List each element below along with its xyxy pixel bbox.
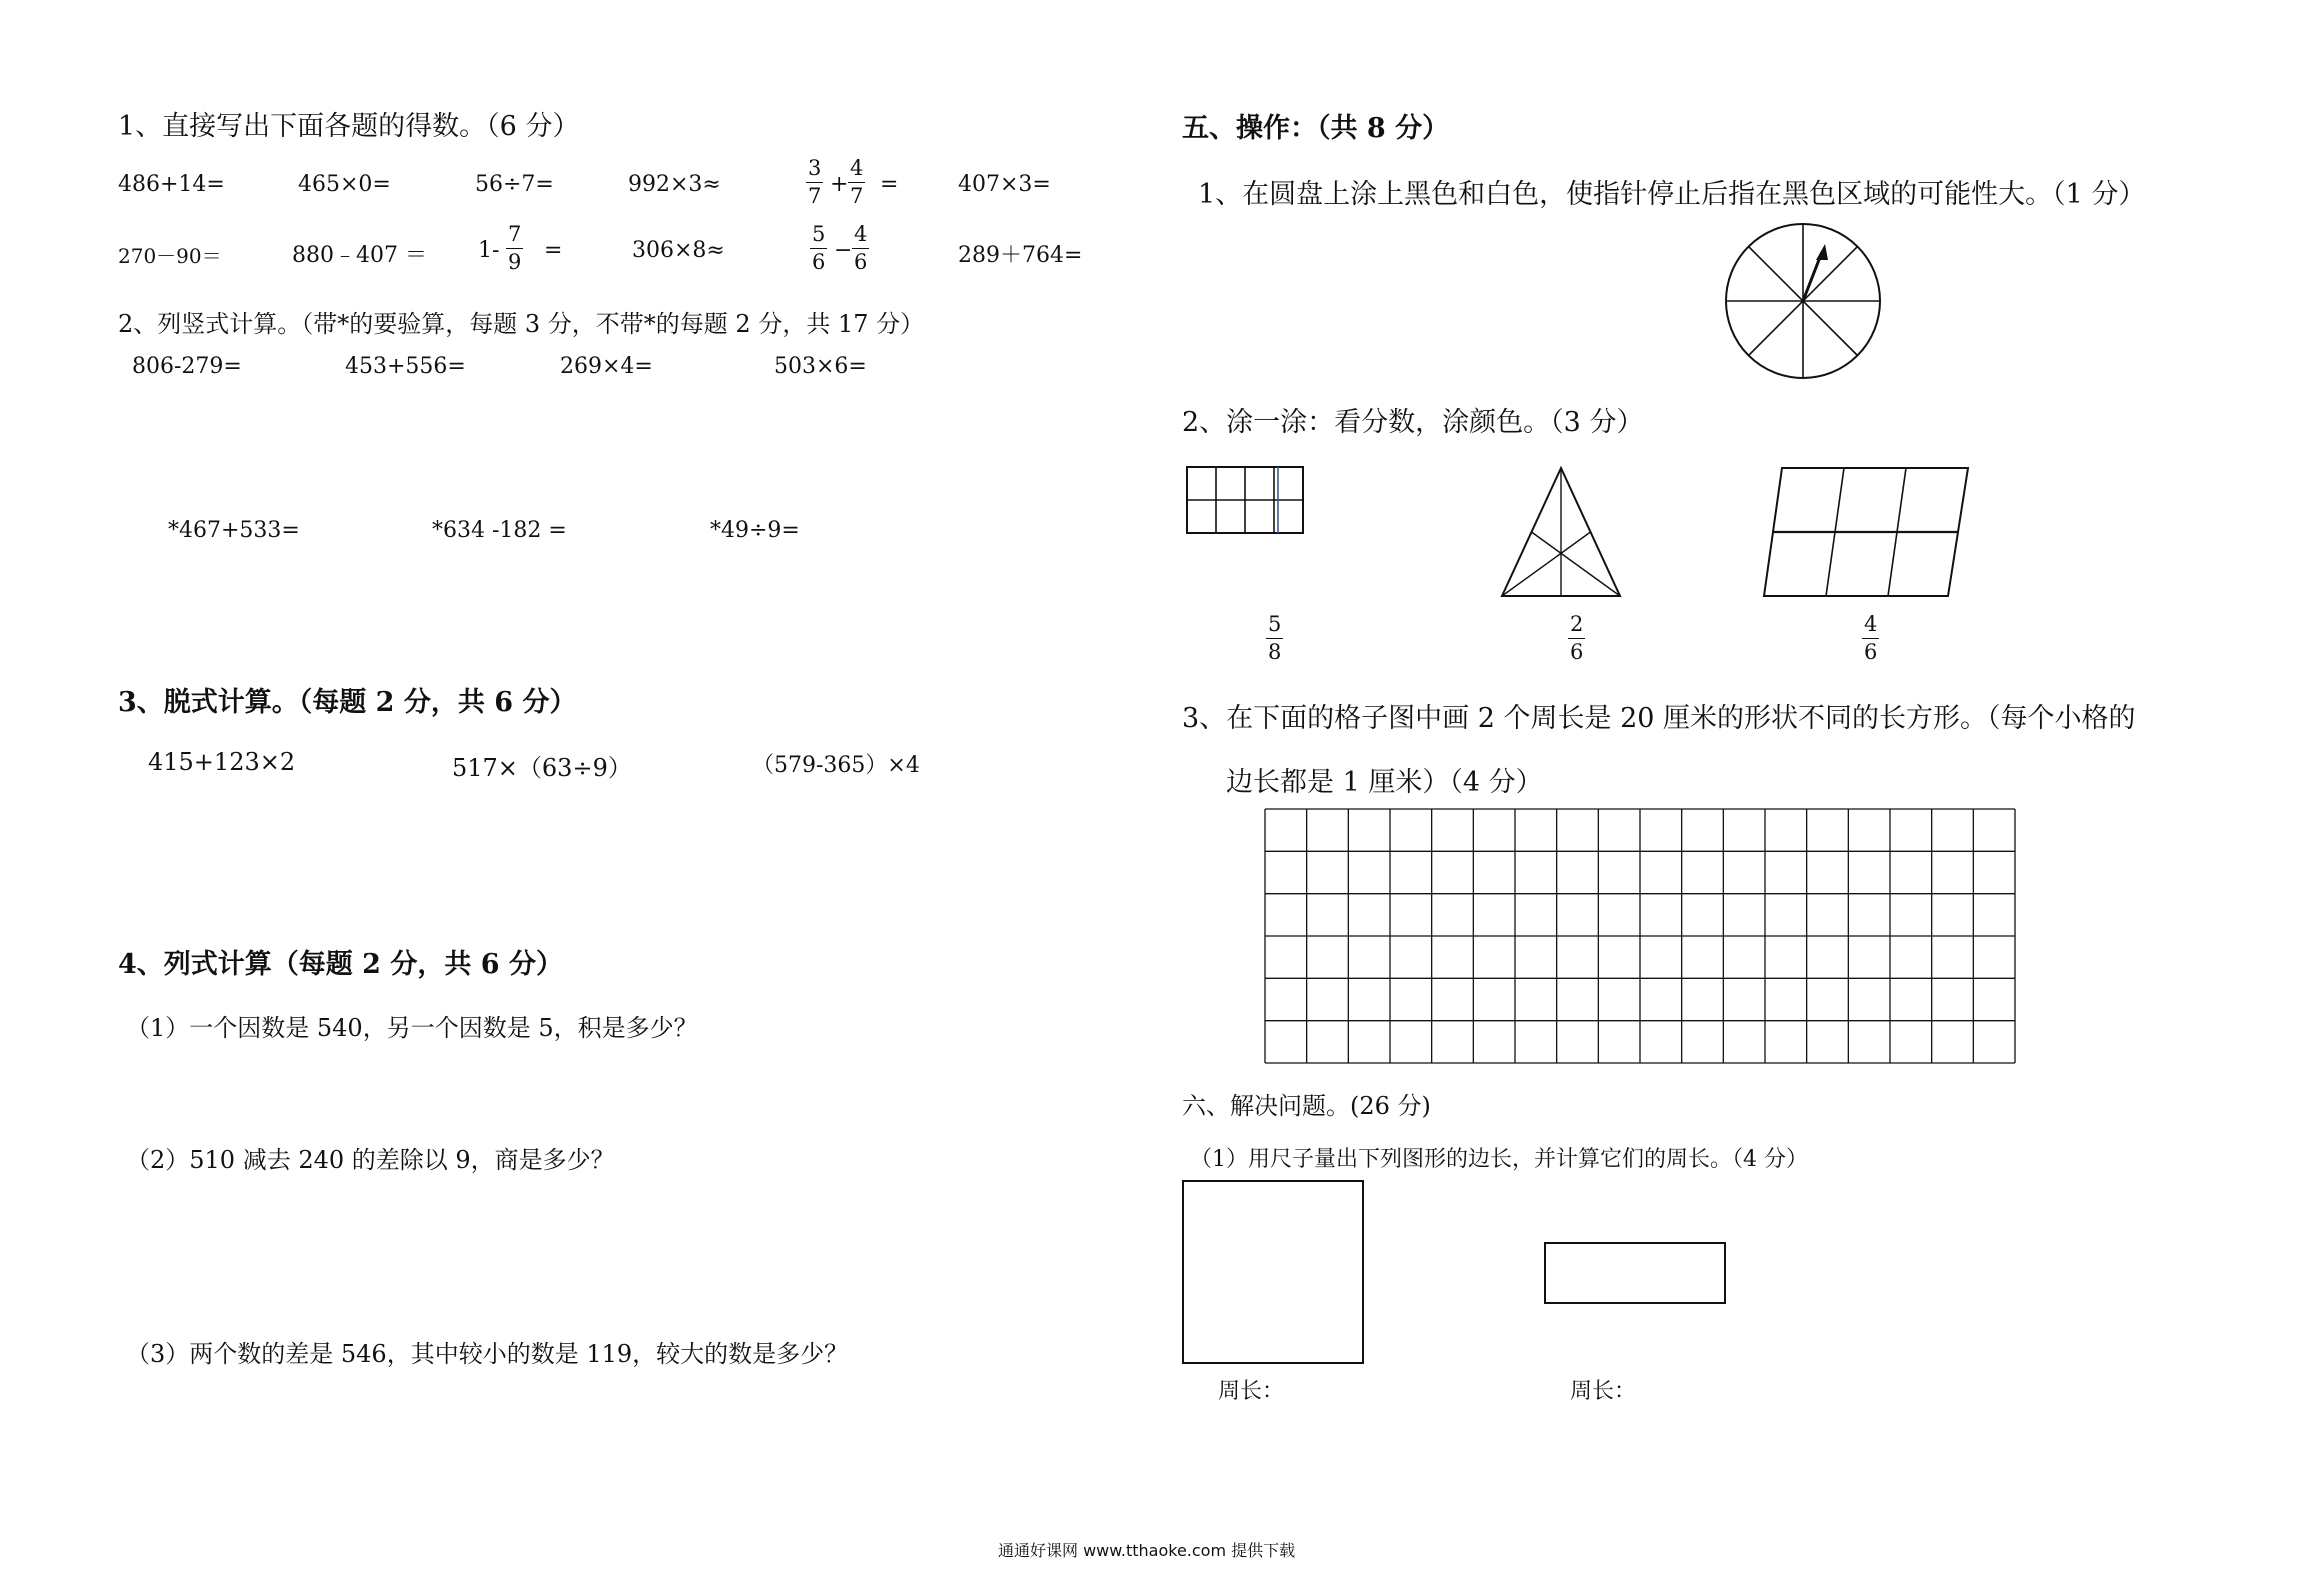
perimeter-label: 周长： bbox=[1570, 1379, 1637, 1404]
s6-q1-text: （1）用尺子量出下列图形的边长，并计算它们的周长。（4 分） bbox=[1190, 1147, 1808, 1172]
q4-item: （2）510 减去 240 的差除以 9，商是多少？ bbox=[126, 1146, 615, 1174]
q2-item: *467+533= bbox=[168, 518, 300, 543]
q1-title: 1、直接写出下面各题的得数。（6 分） bbox=[118, 111, 580, 142]
q2-item: *49÷9= bbox=[710, 518, 800, 543]
fraction: $\frac{4}{6}$ bbox=[854, 222, 868, 274]
q4-item: （3）两个数的差是 546，其中较小的数是 119，较大的数是多少？ bbox=[126, 1340, 849, 1368]
q1-item: 465×0= bbox=[298, 172, 391, 197]
fraction-operator: + bbox=[830, 172, 849, 197]
footer-text: 通通好课网 www.tthaoke.com 提供下载 bbox=[998, 1541, 1296, 1560]
q4-title: 4、列式计算（每题 2 分，共 6 分） bbox=[118, 949, 563, 980]
section-6-title: 六、解决问题。(26 分) bbox=[1182, 1092, 1431, 1120]
q3-item: 415+123×2 bbox=[148, 748, 296, 776]
q2-item: 806-279= bbox=[132, 354, 242, 379]
equals-sign: = bbox=[880, 172, 899, 197]
square-grid[interactable] bbox=[1264, 808, 2016, 1064]
q4-item: （1）一个因数是 540，另一个因数是 5，积是多少？ bbox=[126, 1014, 698, 1042]
parallelogram-shape bbox=[1762, 466, 1970, 598]
q1-item: 56÷7= bbox=[475, 172, 554, 197]
fraction-prefix: 1- bbox=[478, 238, 500, 263]
q1-item: 486+14= bbox=[118, 172, 225, 197]
q3-title: 3、脱式计算。（每题 2 分，共 6 分） bbox=[118, 687, 577, 718]
shape-fraction: $\frac{4}{6}$ bbox=[1864, 612, 1878, 664]
fraction: $\frac{5}{6}$ bbox=[812, 222, 826, 274]
q2-item: *634 -182 = bbox=[432, 518, 567, 543]
q3-item: （579-365）×4 bbox=[752, 753, 920, 778]
fraction: $\frac{3}{7}$ bbox=[808, 156, 822, 208]
shape-fraction: $\frac{5}{8}$ bbox=[1268, 612, 1282, 664]
q1-item: 270－90＝ bbox=[118, 244, 222, 268]
equals-sign: = bbox=[544, 238, 563, 263]
square-shape bbox=[1182, 1180, 1364, 1364]
q1-item: 407×3= bbox=[958, 172, 1051, 197]
q2-item: 269×4= bbox=[560, 354, 653, 379]
shape-fraction: $\frac{2}{6}$ bbox=[1570, 612, 1584, 664]
q2-title: 2、列竖式计算。（带*的要验算，每题 3 分，不带*的每题 2 分，共 17 分） bbox=[118, 310, 925, 338]
section-5-title: 五、操作：（共 8 分） bbox=[1182, 113, 1450, 144]
q1-item: 289＋764= bbox=[958, 243, 1083, 268]
fraction: $\frac{4}{7}$ bbox=[850, 156, 864, 208]
q2-item: 453+556= bbox=[345, 354, 466, 379]
s5-q2-text: 2、涂一涂：看分数，涂颜色。（3 分） bbox=[1182, 407, 1644, 438]
q1-item: 306×8≈ bbox=[632, 238, 725, 263]
q1-item: 880﹣407 ＝ bbox=[292, 243, 427, 268]
perimeter-label: 周长： bbox=[1218, 1379, 1285, 1404]
q1-item: 992×3≈ bbox=[628, 172, 721, 197]
fraction-operator: − bbox=[834, 238, 853, 263]
pointer-arrow-icon bbox=[1803, 244, 1828, 301]
grid-rectangle-shape bbox=[1186, 466, 1304, 536]
rectangle-shape bbox=[1544, 1242, 1726, 1304]
q2-item: 503×6= bbox=[774, 354, 867, 379]
s5-q1-text: 1、在圆盘上涂上黑色和白色，使指针停止后指在黑色区域的可能性大。（1 分） bbox=[1198, 179, 2146, 210]
s5-q3-text-line1: 3、在下面的格子图中画 2 个周长是 20 厘米的形状不同的长方形。（每个小格的 bbox=[1182, 703, 2136, 734]
fraction: $\frac{7}{9}$ bbox=[508, 222, 522, 274]
s5-q3-text-line2: 边长都是 1 厘米）（4 分） bbox=[1226, 767, 1543, 798]
spinner-disc bbox=[1724, 222, 1882, 380]
q3-item: 517×（63÷9） bbox=[452, 754, 632, 782]
triangle-shape bbox=[1500, 466, 1624, 600]
